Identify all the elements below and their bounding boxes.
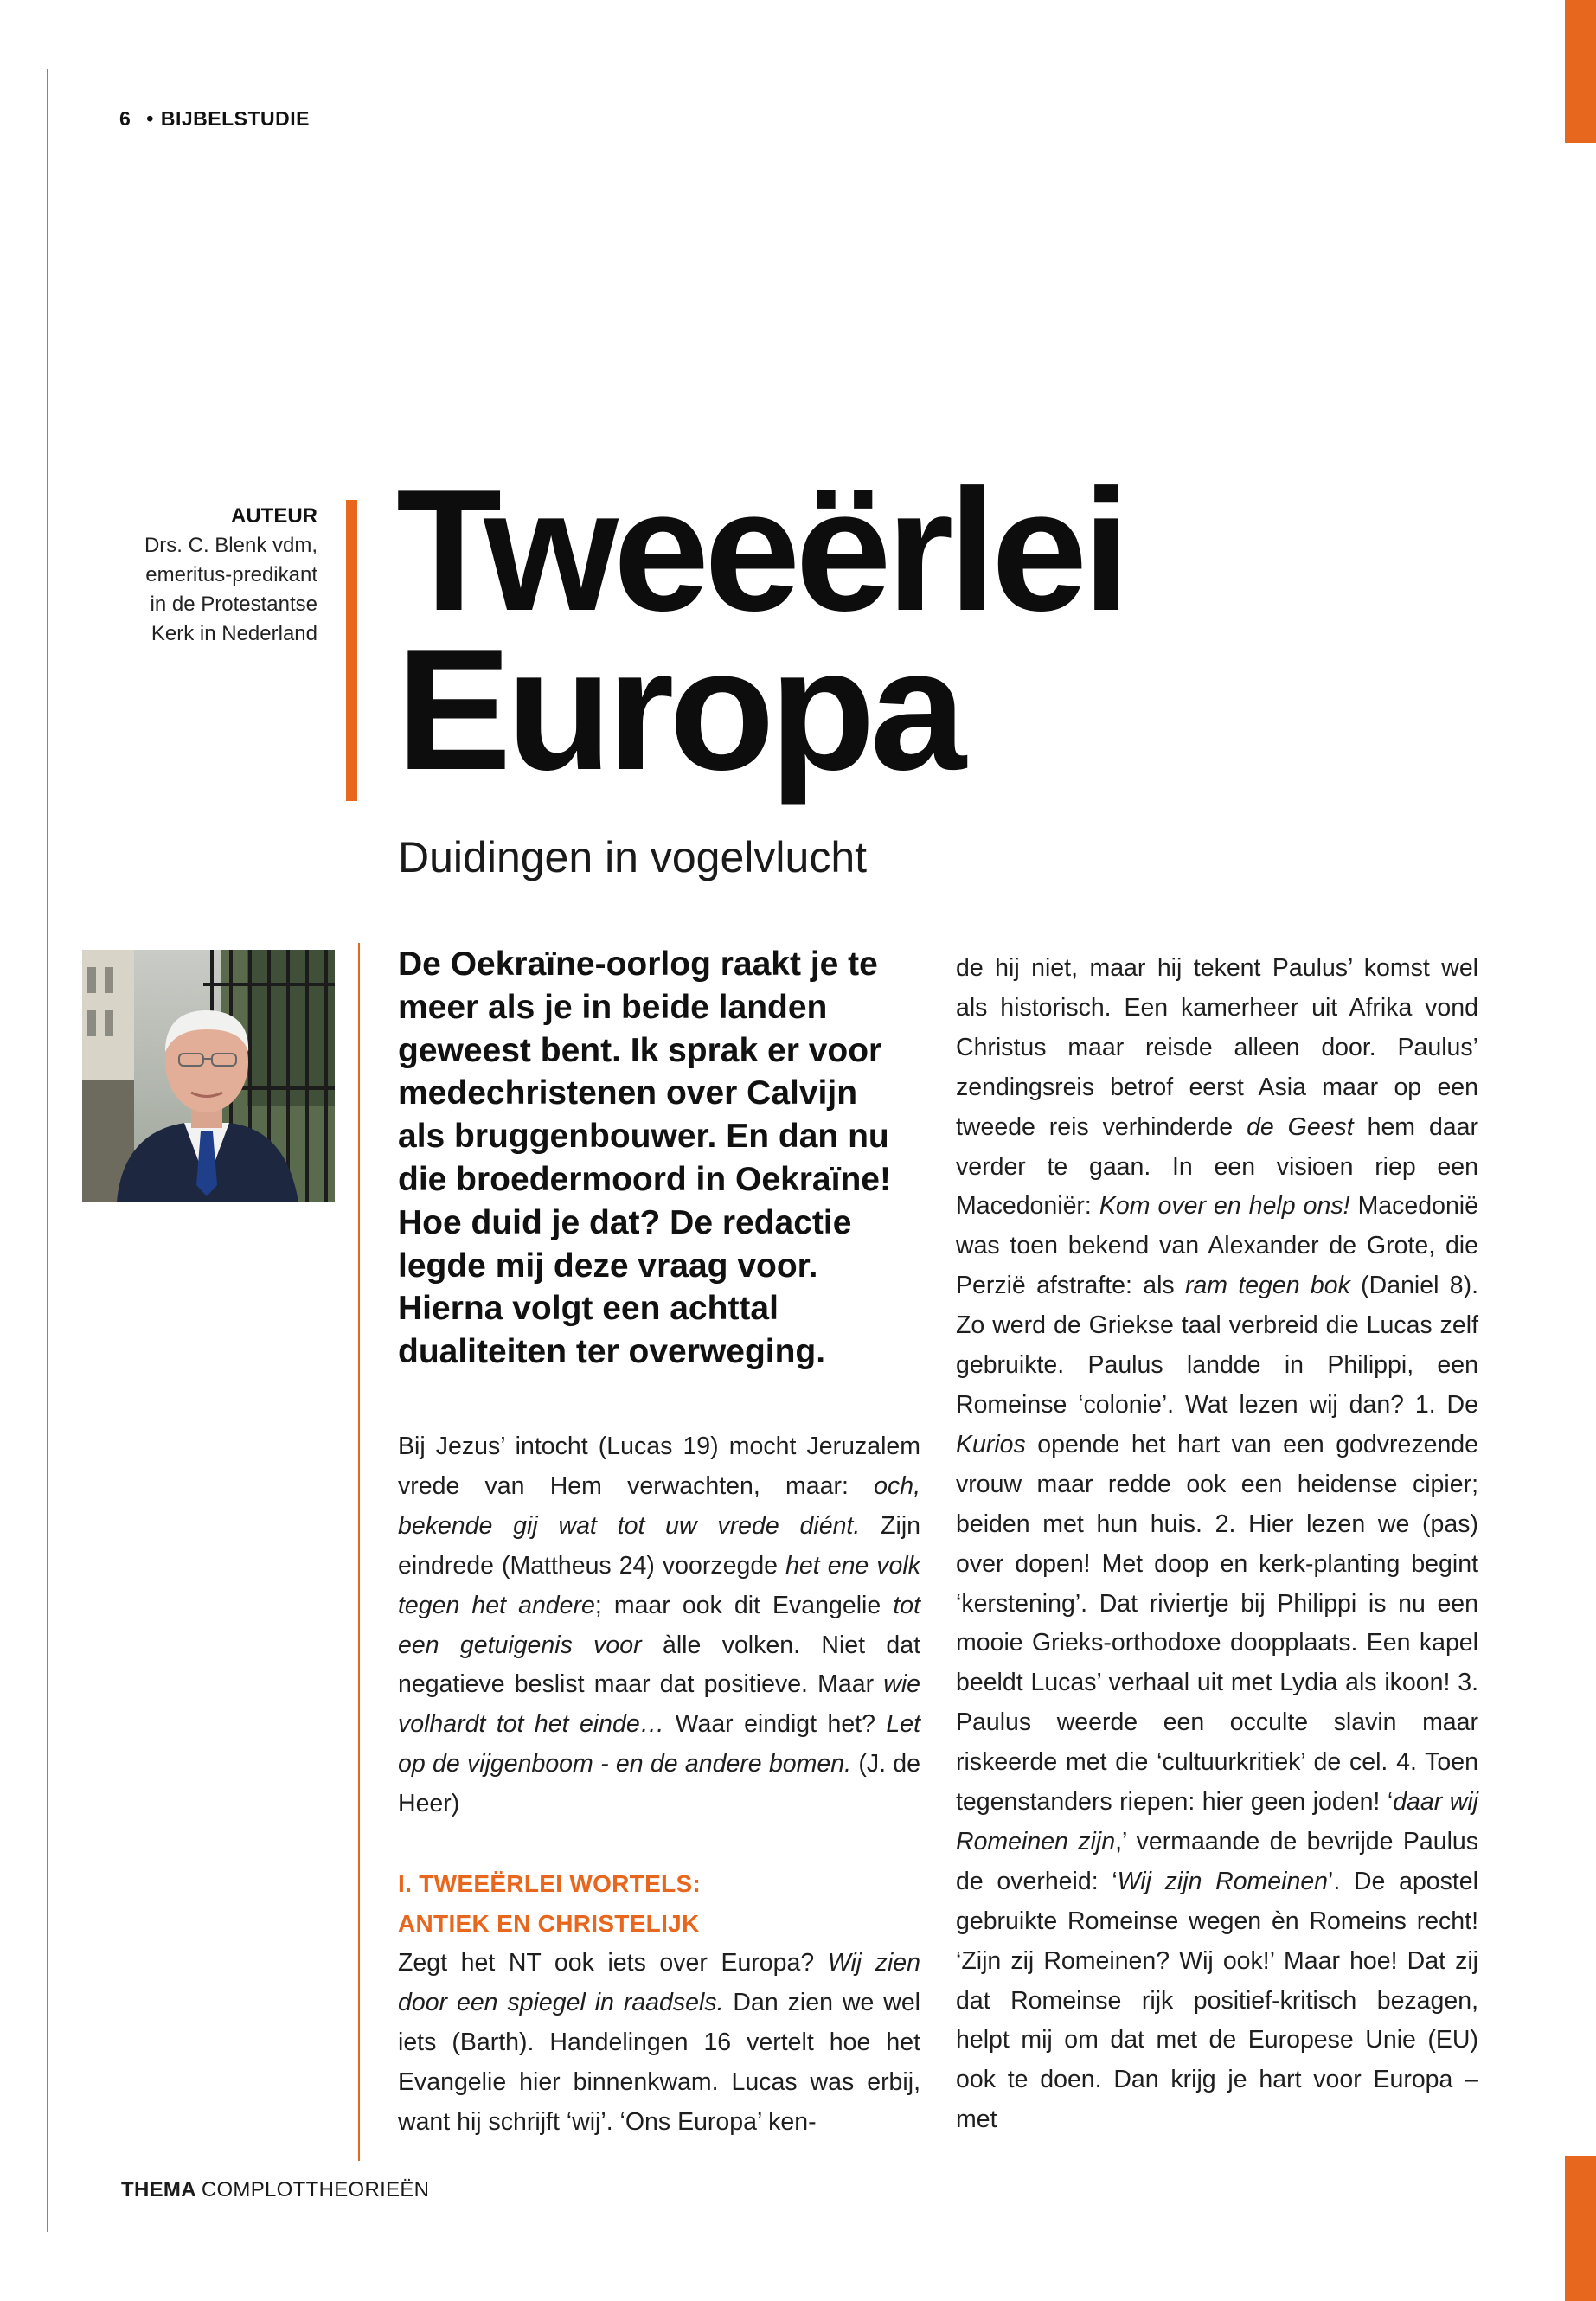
text-run: Zijn eindrede (Mattheus 24) voorzegde [398,1511,921,1580]
author-label: AUTEUR [231,504,317,528]
section-label: BIJBELSTUDIE [160,107,310,130]
footer-label: THEMA [121,2178,196,2202]
text-run: Dan zien we wel iets (Barth). Handelingen 16 vertelt hoe het Evangelie hier binnenkwam. Lucas was erbij, want hij schrijft ‘wij’. ‘Ons Europa’ ken- [398,1988,920,2136]
text-column-right [956,949,1478,2140]
page-tab-bottom [1565,2156,1596,2301]
margin-rule [47,69,48,2232]
italic-text-run: wie volhardt tot het einde… [398,1670,920,1739]
paragraph [398,1944,920,2143]
text-run: ; maar ook dit Evangelie [594,1591,894,1619]
text-run: Waar eindigt het? [664,1710,887,1739]
author-line: Kerk in Nederland [151,622,317,645]
author-line: in de Protestantse [150,593,317,616]
author-line: emeritus-predikant [145,563,317,586]
page-tab-top [1565,0,1596,143]
italic-text-run: daar wij Romeinen zijn [956,1788,1478,1856]
text-run: de hij niet, maar hij tekent Paulus’ komst wel als historisch. Een kamerheer uit Afrika vond Christus maar reisde alleen door. Paulus’ zendingsreis betrof eerst Asia maar op een tweede reis verhinderde [956,954,1478,1141]
text-run: Bij Jezus’ intocht (Lucas 19) mocht Jeruzalem vrede van Hem verwachten, maar: [398,1433,920,1500]
paragraph [956,949,1478,2140]
page-footer [121,2178,429,2202]
text-run: hem daar verder te gaan. In een visioen riep een Macedoniër: [956,1112,1478,1221]
italic-text-run: tot een getuigenis voor [398,1591,920,1659]
article-title [396,454,1125,806]
section-heading-line: ANTIEK EN CHRISTELIJK [398,1909,700,1937]
footer-topic: COMPLOTTHEORIEËN [201,2178,430,2202]
italic-text-run: Kom over en help ons! [1099,1192,1350,1221]
article-subtitle: Duidingen in vogelvlucht [398,833,868,881]
text-run: (J. de Heer) [398,1750,920,1818]
header-separator: • [146,107,154,130]
text-run: (Daniel 8). Zo werd de Griekse taal verbreid die Lucas zelf gebruikte. Paulus landde in Philippi, een Romeinse ‘colonie’. Wat lezen wij dan? 1. De [956,1272,1478,1419]
text-run: Zegt het NT ook iets over Europa? [398,1948,828,1977]
text-run: Macedonië was toen bekend van Alexander de Grote, die Perzië afstrafte: als [956,1192,1478,1300]
text-run: àlle volken. Niet dat negatieve beslist maar dat positieve. Maar [398,1631,921,1699]
author-photo [82,950,335,1202]
italic-text-run: Let op de vijgenboom - en de andere bomen. [398,1710,920,1779]
article-intro: De Oekraïne-oorlog raakt je te meer als je in beide landen geweest bent. Ik sprak er voor medechristenen over Calvijn als bruggenbouwer. En dan nu die broedermoord in Oekraïne! Hoe duid je dat? De redactie legde mij deze vraag voor. Hierna volgt een achttal dualiteiten ter overweging. [398,945,891,1371]
text-run: ,’ vermaande de bevrijde Paulus de overheid: ‘ [956,1827,1478,1895]
author-box [58,502,317,649]
title-line-1: Tweeërlei [396,454,1125,647]
paragraph [398,1427,920,1824]
page-number: 6 [119,107,131,130]
title-line-2: Europa [396,613,961,806]
author-portrait-image [82,950,335,1202]
article-rule [358,943,360,2161]
section-heading [398,1864,920,1944]
author-line: Drs. C. Blenk vdm, [144,534,317,557]
italic-text-run: och, bekende gij wat tot uw vrede diént. [398,1471,920,1540]
text-run: opende het hart van een godvrezende vrouw maar redde ook een heidense cipier; beiden met hun huis. 2. Hier lezen we (pas) over dopen! Met doop en kerk-planting begint ‘kerstening’. Dat riviertje bij Philippi is nu een mooie Grieks-orthodoxe doopplaats. Een kapel beeldt Lucas’ verhaal uit met Lydia als ikoon! 3. Paulus weerde een occulte slavin maar riskeerde met die ‘cultuurkritiek’ de cel. 4. Toen tegenstanders riepen: hier geen joden! ‘ [956,1430,1478,1817]
text-column-left [398,1427,920,2142]
italic-text-run: het ene volk tegen het andere [398,1551,920,1619]
running-header [119,107,310,131]
italic-text-run: Wij zijn Romeinen [1117,1867,1329,1895]
italic-text-run: Kurios [956,1430,1026,1458]
italic-text-run: de Geest [1247,1112,1354,1141]
italic-text-run: Wij zien door een spiegel in raadsels. [398,1948,921,2016]
text-run: ’. De apostel gebruikte Romeinse wegen èn Romeins recht! ‘Zijn zij Romeinen? Wij ook!’ Maar hoe! Dat zij dat Romeinse rijk positief-kritisch bezagen, helpt mij om dat met de Europese Unie (EU) ook te doen. Dan krijg je hart voor Europa – met [956,1867,1478,2134]
section-heading-line: I. TWEEËRLEI WORTELS: [398,1870,702,1898]
title-accent-bar [346,500,357,801]
italic-text-run: ram tegen bok [1184,1272,1350,1300]
